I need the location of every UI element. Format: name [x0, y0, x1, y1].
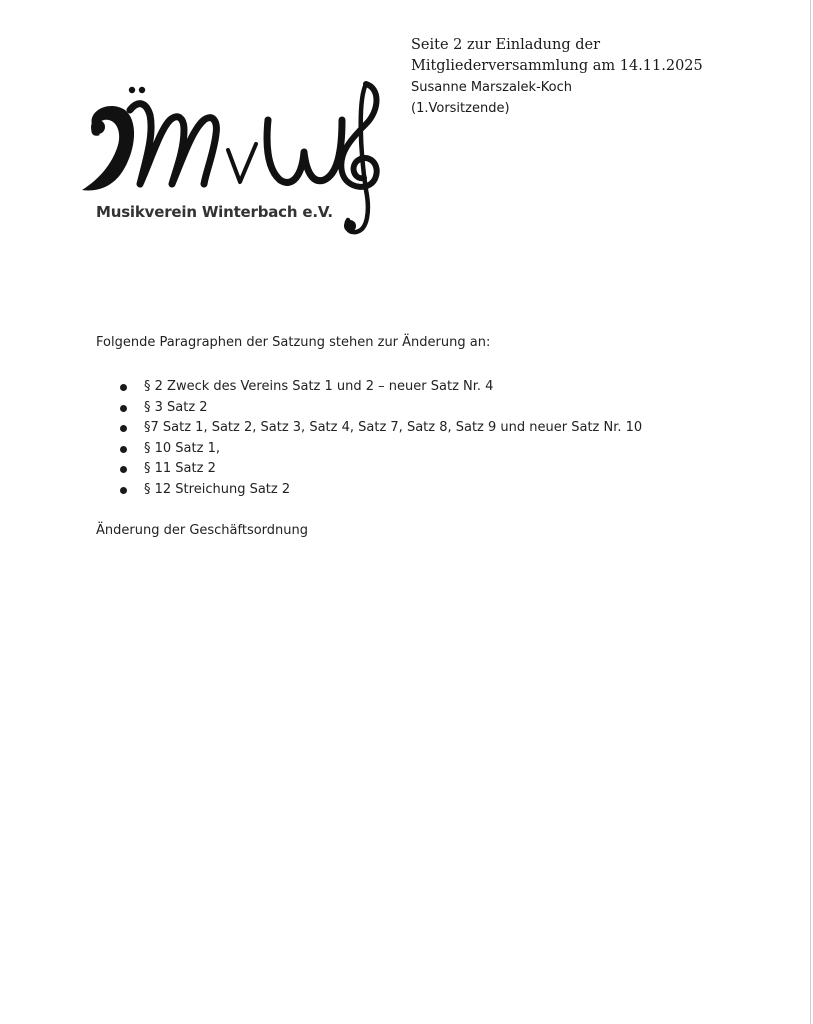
document-body	[96, 333, 786, 541]
list-item	[96, 377, 786, 398]
list-item-text: § 12 Streichung Satz 2	[144, 481, 291, 497]
header-line-meeting: Mitgliederversammlung am 14.11.2025	[411, 58, 703, 74]
header-line-author: Susanne Marszalek-Koch	[411, 80, 572, 95]
list-item	[96, 459, 786, 480]
bullet-icon	[120, 405, 127, 412]
header-line-page-ref: Seite 2 zur Einladung der	[411, 37, 601, 53]
intro-paragraph: Folgende Paragraphen der Satzung stehen zur Änderung an:	[96, 335, 491, 350]
logo-caption: Musikverein Winterbach e.V.	[96, 203, 333, 221]
list-item	[96, 398, 786, 419]
list-item-text: §7 Satz 1, Satz 2, Satz 3, Satz 4, Satz 7, Satz 8, Satz 9 und neuer Satz Nr. 10	[144, 420, 643, 435]
list-item-text: § 11 Satz 2	[144, 461, 216, 476]
amendment-list	[96, 377, 786, 500]
closing-paragraph: Änderung der Geschäftsordnung	[96, 523, 309, 538]
list-item	[96, 418, 786, 439]
bullet-icon	[120, 425, 127, 432]
list-item-text: § 2 Zweck des Vereins Satz 1 und 2 – neuer Satz Nr. 4	[144, 379, 494, 394]
bullet-icon	[120, 384, 127, 391]
bullet-icon	[120, 446, 127, 453]
page-header	[411, 35, 801, 119]
page-edge	[810, 0, 811, 1024]
club-logo	[80, 80, 395, 240]
bullet-icon	[120, 466, 127, 473]
list-item-text: § 10 Satz 1,	[144, 440, 220, 456]
bullet-icon	[120, 487, 127, 494]
list-item	[96, 439, 786, 460]
list-item-text: § 3 Satz 2	[144, 399, 208, 415]
list-item	[96, 480, 786, 501]
header-line-role: (1.Vorsitzende)	[411, 101, 510, 116]
